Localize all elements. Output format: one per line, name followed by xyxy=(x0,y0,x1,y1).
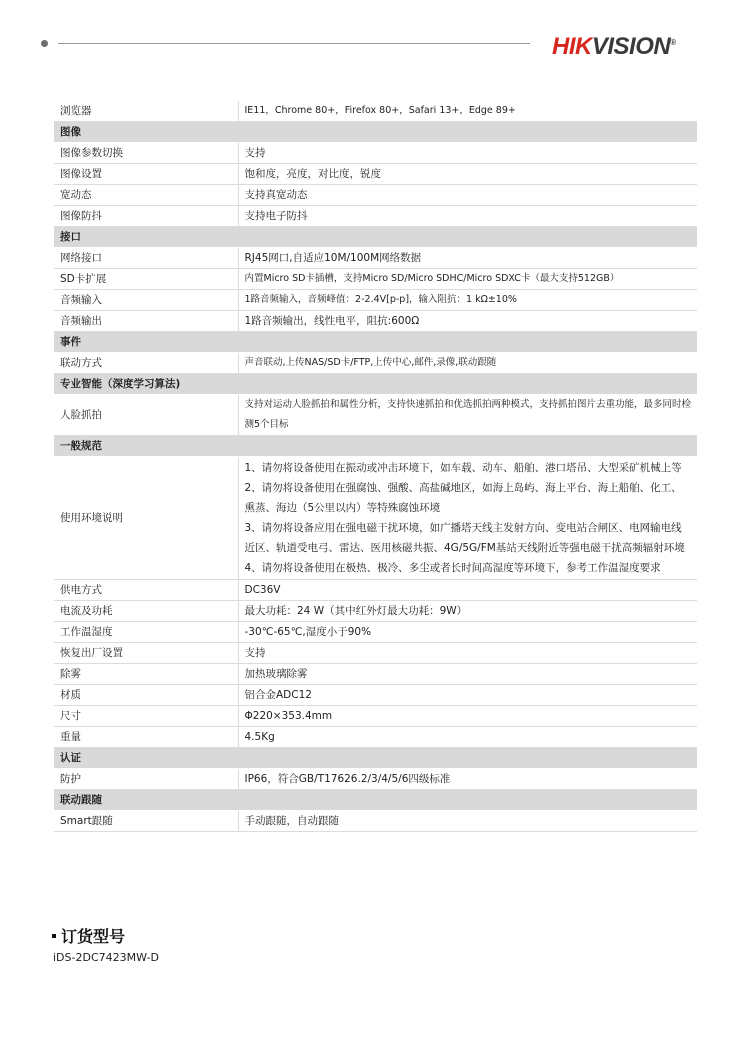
spec-value: 支持真宽动态 xyxy=(238,185,697,206)
spec-row xyxy=(54,101,697,122)
spec-row xyxy=(54,206,697,227)
spec-row xyxy=(54,395,697,436)
spec-key: 供电方式 xyxy=(54,580,238,601)
spec-value: 加热玻璃除雾 xyxy=(238,664,697,685)
spec-key: 图像设置 xyxy=(54,164,238,185)
spec-value: IE11，Chrome 80+，Firefox 80+，Safari 13+，Edge 89+ xyxy=(238,101,697,122)
spec-key: 宽动态 xyxy=(54,185,238,206)
spec-key: Smart跟随 xyxy=(54,811,238,832)
spec-key: 图像参数切换 xyxy=(54,143,238,164)
section-header-row xyxy=(54,227,697,248)
spec-key: 图像防抖 xyxy=(54,206,238,227)
spec-value-paragraph: 4、请勿将设备使用在极热、极冷、多尘或者长时间高湿度等环境下，参考工作温湿度要求 xyxy=(244,562,661,574)
section-header-row xyxy=(54,436,697,457)
spec-row xyxy=(54,685,697,706)
spec-value-paragraph: 2、请勿将设备使用在强腐蚀、强酸、高盐碱地区，如海上岛屿、海上平台、海上船舶、化工、熏蒸、海边（5公里以内）等特殊腐蚀环境 xyxy=(244,482,682,514)
spec-row xyxy=(54,622,697,643)
spec-key: 尺寸 xyxy=(54,706,238,727)
order-model-number: iDS-2DC7423MW-D xyxy=(53,951,159,964)
section-title: 一般规范 xyxy=(54,436,697,457)
spec-value: 1路音频输入，音频峰值：2-2.4V[p-p]，输入阻抗：1 kΩ±10% xyxy=(238,290,697,311)
spec-row xyxy=(54,143,697,164)
spec-key: 材质 xyxy=(54,685,238,706)
spec-key: 工作温湿度 xyxy=(54,622,238,643)
order-section-title xyxy=(52,926,125,948)
spec-row xyxy=(54,353,697,374)
spec-value: 支持 xyxy=(238,143,697,164)
spec-key: 人脸抓拍 xyxy=(54,395,238,436)
section-title: 接口 xyxy=(54,227,697,248)
section-title: 认证 xyxy=(54,748,697,769)
logo-registered-mark: ® xyxy=(670,38,676,47)
spec-value: DC36V xyxy=(238,580,697,601)
section-header-row xyxy=(54,332,697,353)
spec-value-paragraph: 3、请勿将设备应用在强电磁干扰环境，如广播塔天线主发射方向、变电站合闸区、电网输电线近区、轨道受电弓、雷达、医用核磁共振、4G/5G/FM基站天线附近等强电磁干扰高频辐射环境 xyxy=(244,522,685,554)
spec-row xyxy=(54,185,697,206)
spec-value: IP66，符合GB/T17626.2/3/4/5/6四级标准 xyxy=(238,769,697,790)
spec-value: 铝合金ADC12 xyxy=(238,685,697,706)
spec-value: 内置Micro SD卡插槽，支持Micro SD/Micro SDHC/Micro SDXC卡（最大支持512GB） xyxy=(238,269,697,290)
spec-value: 支持 xyxy=(238,643,697,664)
spec-value: 1路音频输出，线性电平，阻抗:600Ω xyxy=(238,311,697,332)
section-header-row xyxy=(54,790,697,811)
spec-row xyxy=(54,727,697,748)
section-header-row xyxy=(54,748,697,769)
spec-value: RJ45网口,自适应10M/100M网络数据 xyxy=(238,248,697,269)
spec-key: 重量 xyxy=(54,727,238,748)
spec-row xyxy=(54,601,697,622)
spec-key: 音频输入 xyxy=(54,290,238,311)
section-title: 事件 xyxy=(54,332,697,353)
spec-value: 手动跟随，自动跟随 xyxy=(238,811,697,832)
section-header-row xyxy=(54,122,697,143)
spec-value: 支持对运动人脸抓拍和属性分析，支持快速抓拍和优选抓拍两种模式，支持抓拍图片去重功能，最多同时检测5个目标 xyxy=(238,395,697,436)
spec-value: 声音联动,上传NAS/SD卡/FTP,上传中心,邮件,录像,联动跟随 xyxy=(238,353,697,374)
order-title-text: 订货型号 xyxy=(61,927,126,946)
spec-key: 电流及功耗 xyxy=(54,601,238,622)
spec-value: 饱和度，亮度，对比度，锐度 xyxy=(238,164,697,185)
spec-value: 最大功耗：24 W（其中红外灯最大功耗：9W） xyxy=(238,601,697,622)
spec-row xyxy=(54,457,697,580)
spec-row xyxy=(54,269,697,290)
spec-value: -30℃-65℃,湿度小于90% xyxy=(238,622,697,643)
header-rule xyxy=(58,43,530,44)
logo-vision-text: VISION xyxy=(591,33,671,60)
hikvision-logo xyxy=(552,29,676,61)
spec-key: 音频输出 xyxy=(54,311,238,332)
spec-value xyxy=(238,457,697,580)
section-title: 专业智能（深度学习算法) xyxy=(54,374,697,395)
logo-hik-text: HIK xyxy=(552,33,592,60)
spec-row xyxy=(54,248,697,269)
section-title: 联动跟随 xyxy=(54,790,697,811)
spec-key: 网络接口 xyxy=(54,248,238,269)
spec-key: 联动方式 xyxy=(54,353,238,374)
spec-key: 浏览器 xyxy=(54,101,238,122)
spec-key: 除雾 xyxy=(54,664,238,685)
spec-key: SD卡扩展 xyxy=(54,269,238,290)
spec-table-body xyxy=(54,101,697,832)
spec-value: 4.5Kg xyxy=(238,727,697,748)
section-title: 图像 xyxy=(54,122,697,143)
spec-value: Φ220×353.4mm xyxy=(238,706,697,727)
bullet-icon xyxy=(52,934,56,938)
spec-row xyxy=(54,706,697,727)
spec-row xyxy=(54,580,697,601)
spec-table xyxy=(54,101,697,832)
spec-row xyxy=(54,811,697,832)
spec-row xyxy=(54,290,697,311)
section-header-row xyxy=(54,374,697,395)
spec-key: 使用环境说明 xyxy=(54,457,238,580)
spec-value: 支持电子防抖 xyxy=(238,206,697,227)
spec-key: 恢复出厂设置 xyxy=(54,643,238,664)
spec-value-paragraph: 1、请勿将设备使用在振动或冲击环境下，如车载、动车、船舶、港口塔吊、大型采矿机械上等 xyxy=(244,462,682,474)
spec-row xyxy=(54,164,697,185)
spec-row xyxy=(54,311,697,332)
spec-key: 防护 xyxy=(54,769,238,790)
header-dot xyxy=(41,40,48,47)
spec-row xyxy=(54,769,697,790)
spec-row xyxy=(54,643,697,664)
spec-row xyxy=(54,664,697,685)
